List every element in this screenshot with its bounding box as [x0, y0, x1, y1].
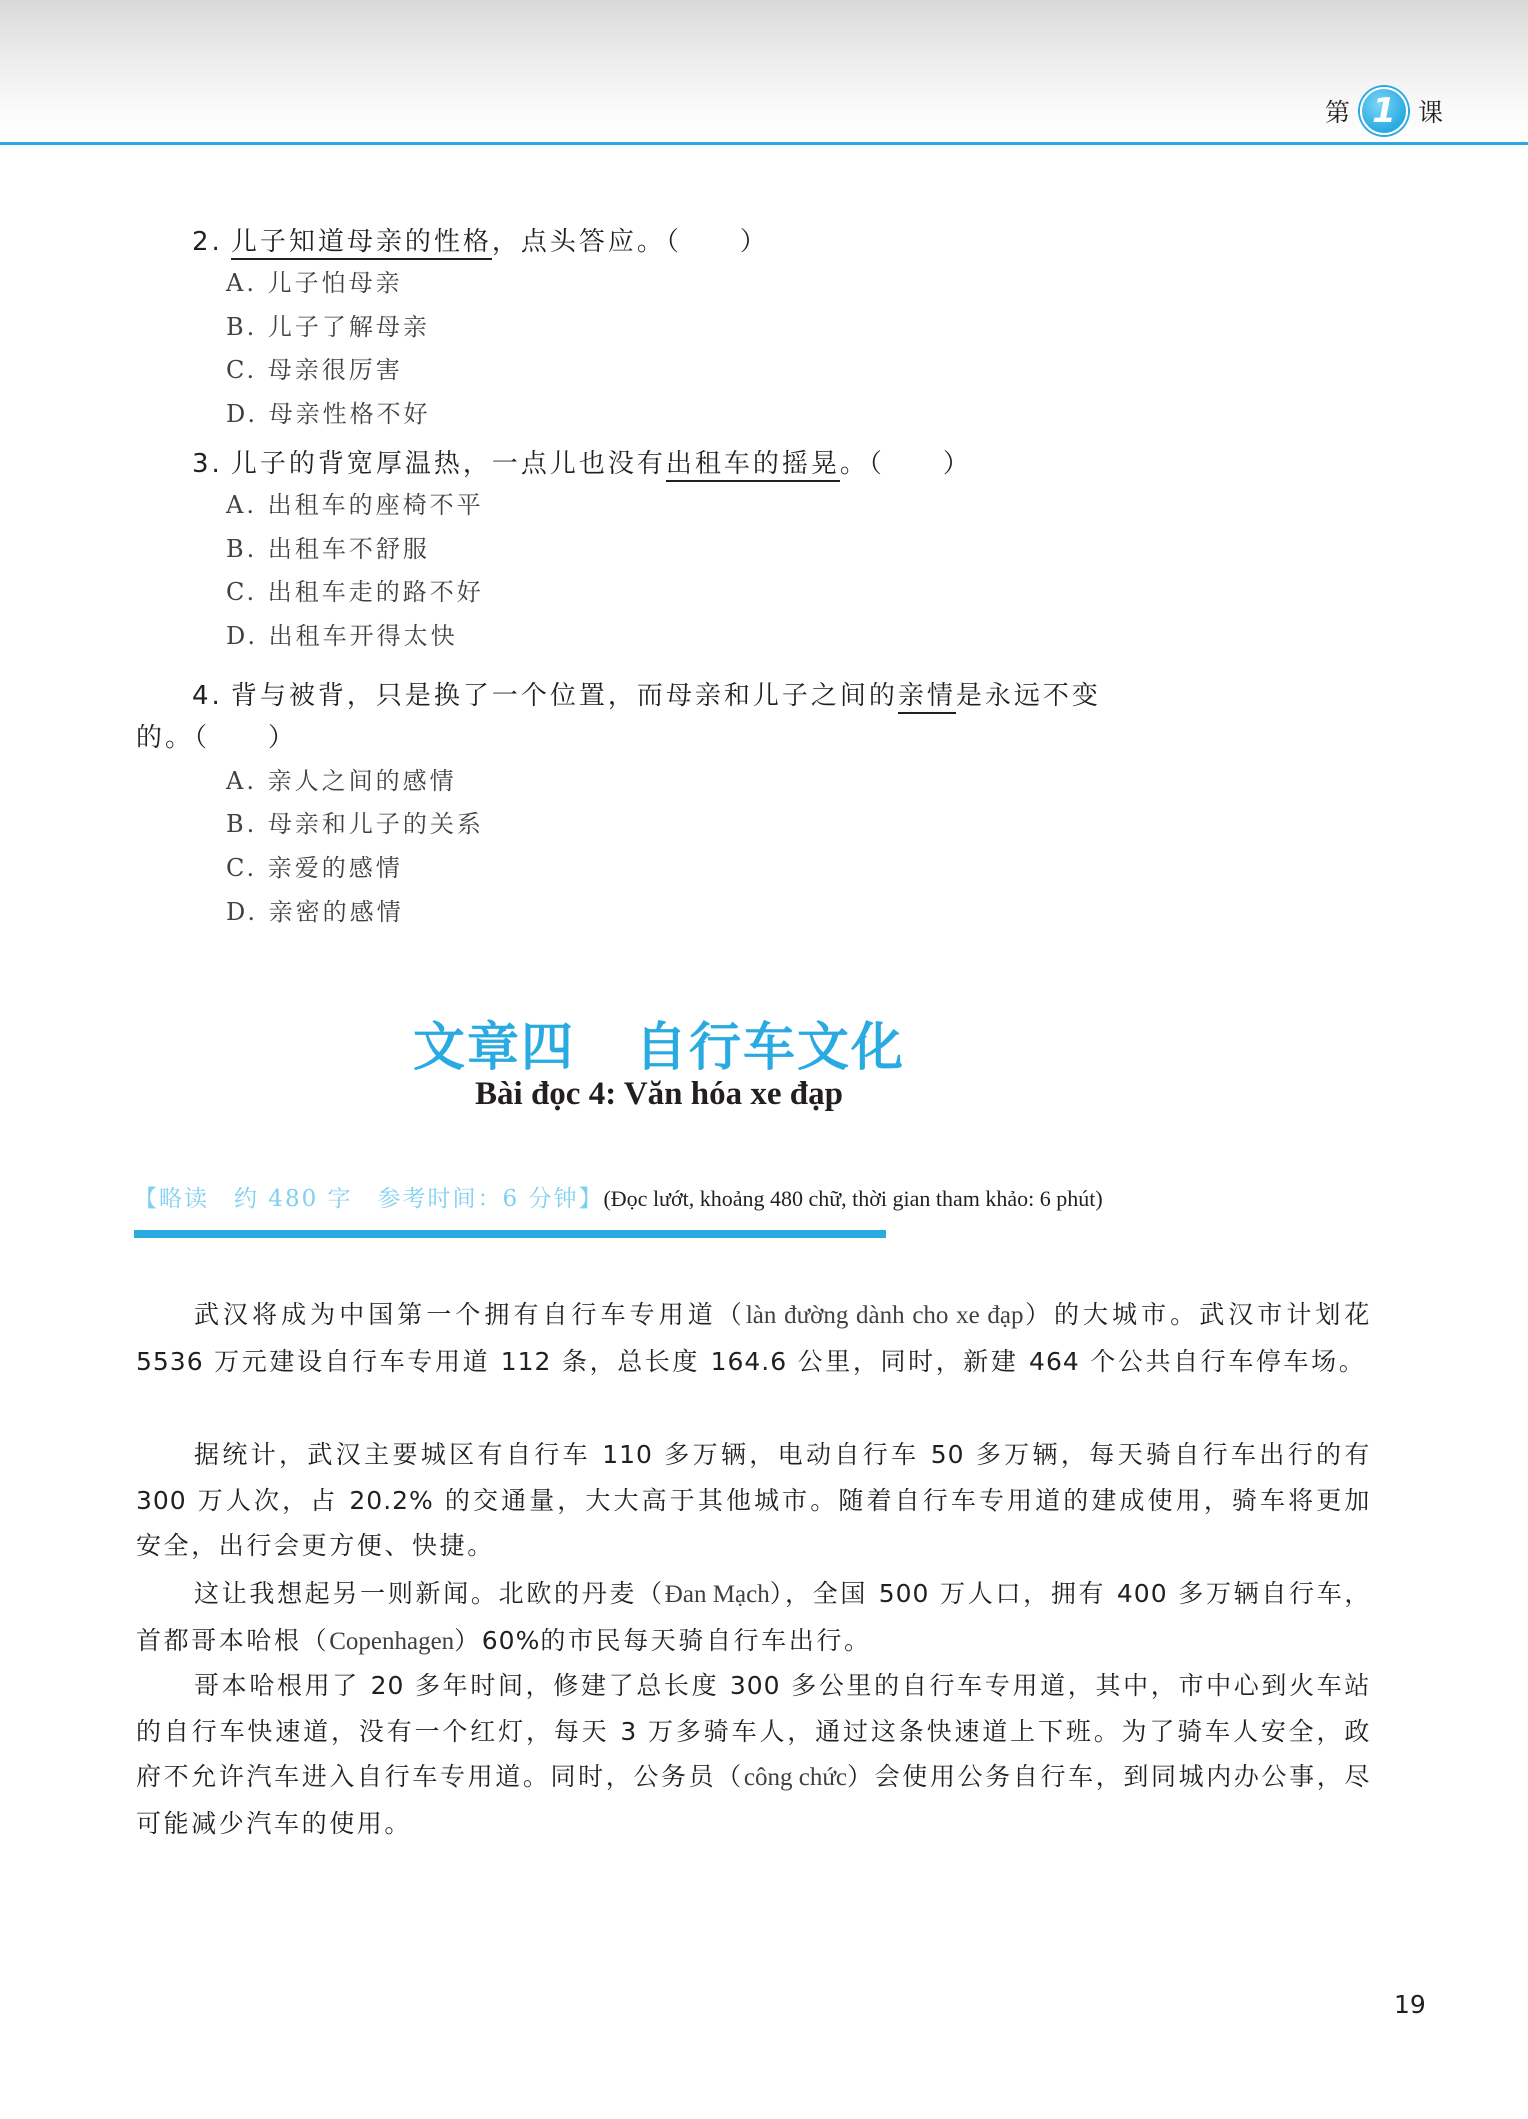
- text-run: 的市民每天骑自行车出行。: [540, 1625, 872, 1655]
- option-item: B. 出租车不舒服: [226, 535, 430, 563]
- english-gloss: Copenhagen: [329, 1627, 455, 1655]
- number: 20: [370, 1671, 405, 1700]
- article-title-part1: 文章四: [412, 1018, 575, 1078]
- text-run: 万人口，拥有: [929, 1579, 1117, 1608]
- paragraph-2: [136, 1432, 1372, 1569]
- question-3: [192, 444, 972, 484]
- number: 164.6: [710, 1346, 788, 1376]
- lesson-suffix: 课: [1418, 98, 1444, 127]
- question-number: 3.: [192, 449, 223, 479]
- number: 20.2%: [349, 1485, 434, 1515]
- number: 300: [729, 1671, 781, 1700]
- text-run: 多万辆，电动自行车: [652, 1440, 931, 1469]
- option-item: B. 母亲和儿子的关系: [226, 810, 484, 838]
- number: 464: [1029, 1346, 1080, 1376]
- question-number: 4.: [192, 681, 223, 711]
- text-run: ），全国: [769, 1579, 879, 1608]
- article-title-cn: [0, 1005, 1318, 1080]
- option-item: A. 亲人之间的感情: [226, 767, 457, 795]
- question-underlined: 亲情: [898, 681, 956, 714]
- option-item: C. 母亲很厉害: [226, 356, 403, 384]
- question-2: [192, 222, 769, 262]
- option-item: A. 出租车的座椅不平: [226, 491, 484, 519]
- option-item: D. 母亲性格不好: [226, 400, 431, 428]
- text-run: ）的大城市。武汉市计划花: [1023, 1300, 1373, 1329]
- skim-note-cn: 【略读 约 480 字 参考时间：6 分钟】: [134, 1186, 604, 1212]
- text-run: ）会使用公务自行车，到同城内办公事，尽可能减少汽车的使用。: [136, 1762, 1373, 1838]
- number: 400: [1116, 1579, 1168, 1608]
- article-title-part2: 自行车文化: [635, 1018, 906, 1078]
- question-underlined: 出租车的摇晃: [666, 449, 840, 482]
- option-item: D. 出租车开得太快: [226, 622, 458, 650]
- text-run: 这让我想起另一则新闻。北欧的丹麦（: [194, 1579, 665, 1608]
- text-run: 多公里的自行车专用道，其中，市中心到火车站的自行车快速道，没有一个红灯，每天: [136, 1671, 1372, 1746]
- header-rule: [0, 142, 1528, 145]
- question-text-post: 。（ ）: [839, 449, 972, 479]
- lesson-number-circle: 1: [1360, 87, 1408, 135]
- paragraph-3: [136, 1571, 1372, 1664]
- question-4: [192, 676, 1101, 716]
- header-band: [0, 0, 1528, 142]
- vietnamese-gloss: công chức: [743, 1764, 848, 1791]
- page-number: 19: [1394, 1990, 1426, 2019]
- text-run: 哥本哈根用了: [194, 1671, 371, 1700]
- text-run: ）: [454, 1625, 482, 1655]
- option-item: A. 儿子怕母亲: [226, 269, 403, 297]
- number: 500: [878, 1579, 930, 1608]
- option-item: C. 出租车走的路不好: [226, 578, 484, 606]
- text-run: 个公共自行车停车场。: [1079, 1346, 1367, 1376]
- question-number: 2.: [192, 227, 223, 257]
- number: 112: [500, 1346, 552, 1376]
- number: 110: [602, 1440, 653, 1469]
- number: 50: [930, 1440, 965, 1469]
- skim-underline-bar: [134, 1230, 886, 1238]
- skim-note-vn: (Đọc lướt, khoảng 480 chữ, thời gian tham khảo: 6 phút): [603, 1186, 1103, 1211]
- skim-reading-note: [134, 1180, 1103, 1213]
- lesson-badge: [1325, 80, 1443, 142]
- article-title-vn: Bài đọc 4: Văn hóa xe đạp: [475, 1076, 843, 1112]
- paragraph-4: [136, 1663, 1372, 1846]
- text-run: 多万辆，每天骑自行车出行的有: [964, 1440, 1373, 1469]
- vietnamese-gloss: Đan Mạch: [664, 1581, 770, 1608]
- question-text-post: 是永远不变: [955, 681, 1101, 711]
- question-text-pre: 儿子的背宽厚温热，一点儿也没有: [230, 449, 666, 479]
- option-item: D. 亲密的感情: [226, 898, 404, 926]
- text-run: 万人次，占: [186, 1485, 350, 1515]
- number: 60%: [481, 1625, 541, 1655]
- number: 3: [620, 1716, 638, 1746]
- text-run: 武汉将成为中国第一个拥有自行车专用道（: [194, 1300, 746, 1329]
- text-run: 据统计，武汉主要城区有自行车: [194, 1440, 603, 1469]
- option-item: B. 儿子了解母亲: [226, 313, 430, 341]
- paragraph-1: [136, 1292, 1372, 1384]
- question-text-post: ，点头答应。（ ）: [491, 227, 769, 257]
- text-run: 的交通量，大大高于其他城市。随着自行车专用道的建成使用，骑车将更加安全，出行会更方便、快捷。: [136, 1485, 1372, 1560]
- question-underlined: 儿子知道母亲的性格: [231, 227, 492, 260]
- text-run: 条，总长度: [551, 1346, 711, 1376]
- number: 5536: [136, 1346, 204, 1376]
- option-item: C. 亲爱的感情: [226, 854, 403, 882]
- text-run: 公里，同时，新建: [787, 1346, 1030, 1376]
- vietnamese-gloss: làn đường dành cho xe đạp: [745, 1302, 1024, 1329]
- text-run: 万元建设自行车专用道: [203, 1346, 501, 1376]
- text-run: 多年时间，修建了总长度: [404, 1671, 730, 1700]
- text-run: 多万辆自行车，首都哥本哈根（: [136, 1579, 1373, 1655]
- text-run: 万多骑车人，通过这条快速道上下班。为了骑车人安全，政府不允许汽车进入自行车专用道。同时，公务员（: [136, 1716, 1372, 1791]
- lesson-prefix: 第: [1325, 98, 1351, 127]
- number: 300: [136, 1485, 187, 1515]
- question-4-continuation: 的。（ ）: [136, 723, 298, 753]
- question-text-pre: 背与被背，只是换了一个位置，而母亲和儿子之间的: [230, 681, 898, 711]
